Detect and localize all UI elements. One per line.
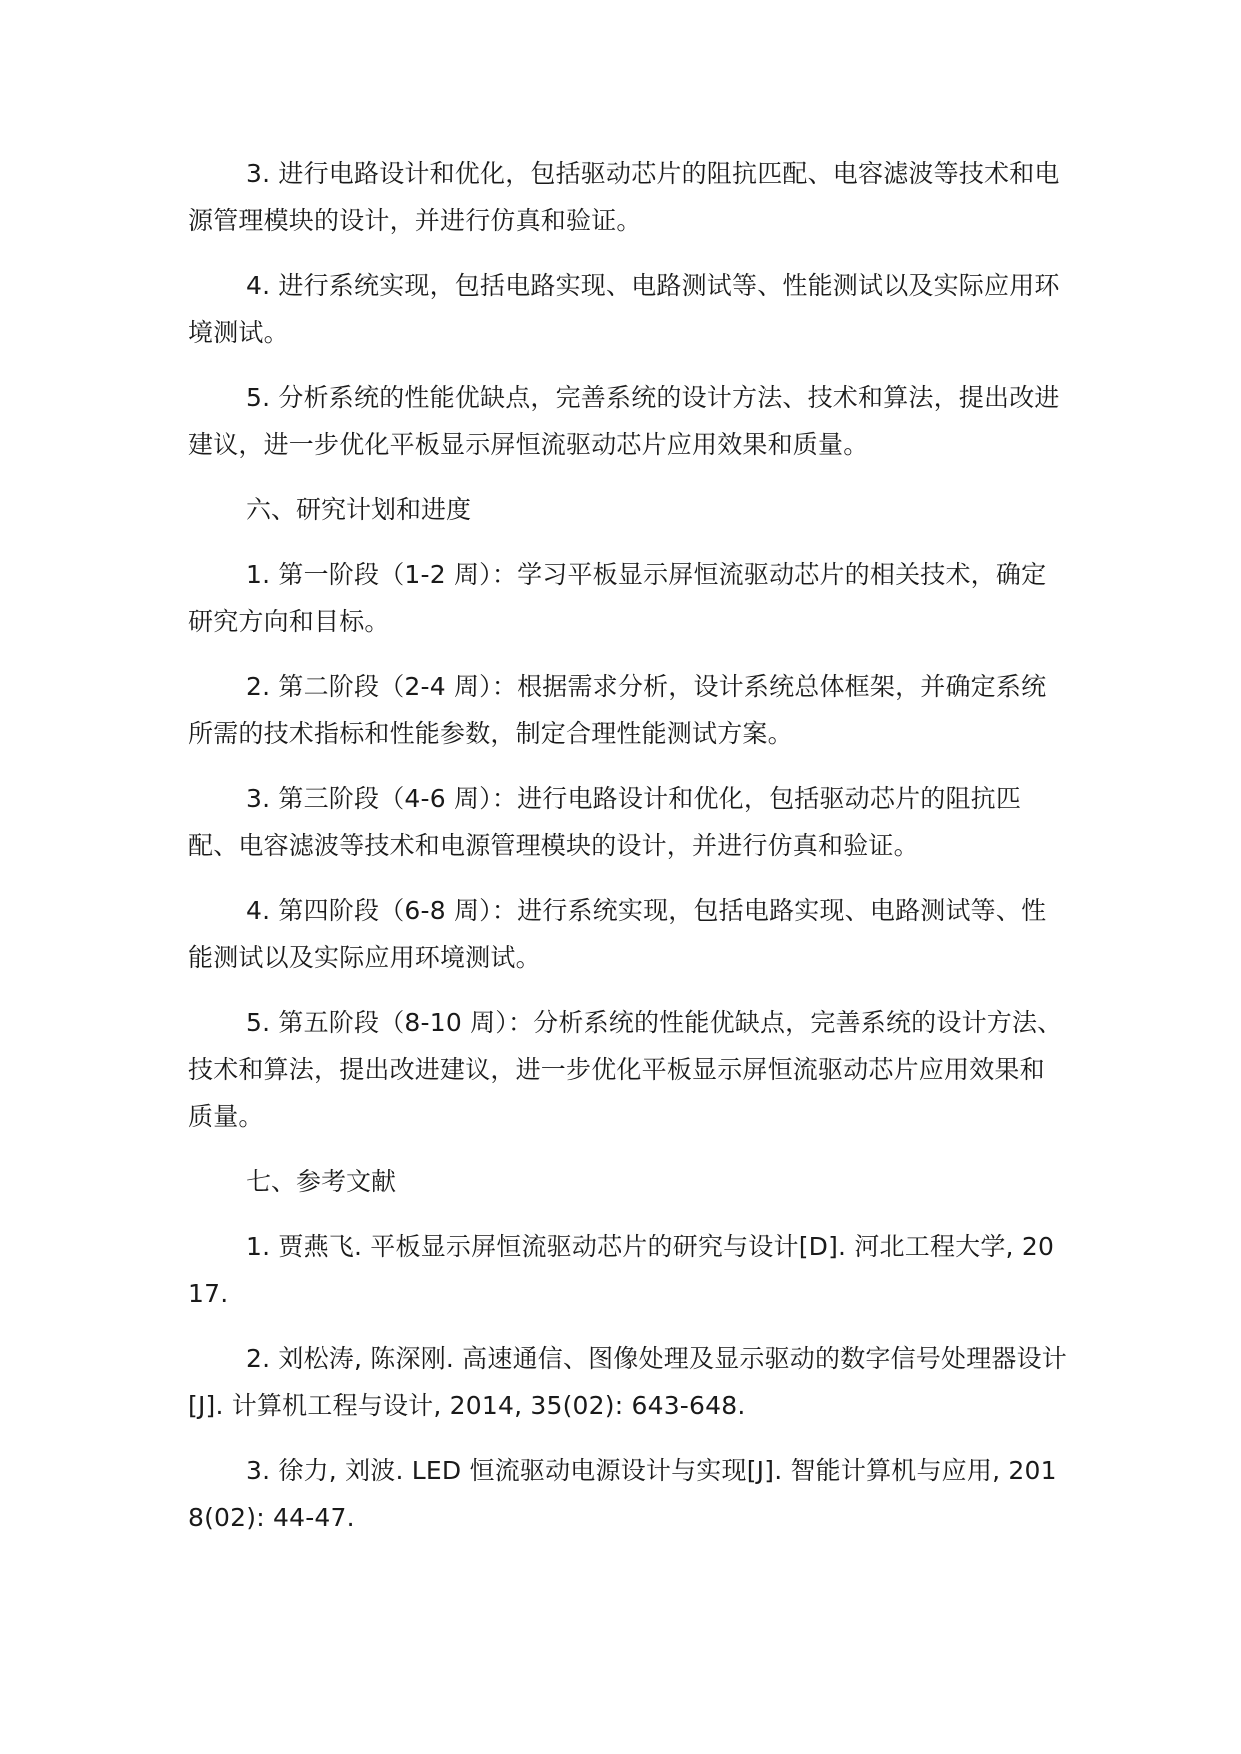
paragraph-step-5: 5. 分析系统的性能优缺点，完善系统的设计方法、技术和算法，提出改进建议，进一步优化平板显示屏恒流驱动芯片应用效果和质量。: [188, 383, 1060, 459]
plan-item-stage-3: 3. 第三阶段（4-6 周）：进行电路设计和优化，包括驱动芯片的阻抗匹配、电容滤波等技术和电源管理模块的设计，并进行仿真和验证。: [188, 784, 1022, 860]
paragraph-step-3: 3. 进行电路设计和优化，包括驱动芯片的阻抗匹配、电容滤波等技术和电源管理模块的设计，并进行仿真和验证。: [188, 159, 1060, 235]
plan-item-stage-1: 1. 第一阶段（1-2 周）：学习平板显示屏恒流驱动芯片的相关技术，确定研究方向和目标。: [188, 560, 1047, 636]
section-heading-research-plan: 六、研究计划和进度: [246, 495, 472, 524]
reference-item-2: 2. 刘松涛, 陈深刚. 高速通信、图像处理及显示驱动的数字信号处理器设计[J]. 计算机工程与设计, 2014, 35(02): 643-648.: [188, 1344, 1067, 1420]
plan-item-stage-4: 4. 第四阶段（6-8 周）：进行系统实现，包括电路实现、电路测试等、性能测试以及实际应用环境测试。: [188, 896, 1047, 972]
plan-item-stage-5: 5. 第五阶段（8-10 周）：分析系统的性能优缺点，完善系统的设计方法、技术和算法，提出改进建议，进一步优化平板显示屏恒流驱动芯片应用效果和质量。: [188, 1008, 1063, 1131]
reference-item-3: 3. 徐力, 刘波. LED 恒流驱动电源设计与实现[J]. 智能计算机与应用, 2018(02): 44-47.: [188, 1456, 1057, 1532]
paragraph-step-4: 4. 进行系统实现，包括电路实现、电路测试等、性能测试以及实际应用环境测试。: [188, 271, 1060, 347]
plan-item-stage-2: 2. 第二阶段（2-4 周）：根据需求分析，设计系统总体框架，并确定系统所需的技术指标和性能参数，制定合理性能测试方案。: [188, 672, 1047, 748]
section-heading-references: 七、参考文献: [246, 1167, 397, 1196]
reference-item-1: 1. 贾燕飞. 平板显示屏恒流驱动芯片的研究与设计[D]. 河北工程大学, 2017.: [188, 1232, 1055, 1308]
document-body: [188, 150, 1068, 1559]
